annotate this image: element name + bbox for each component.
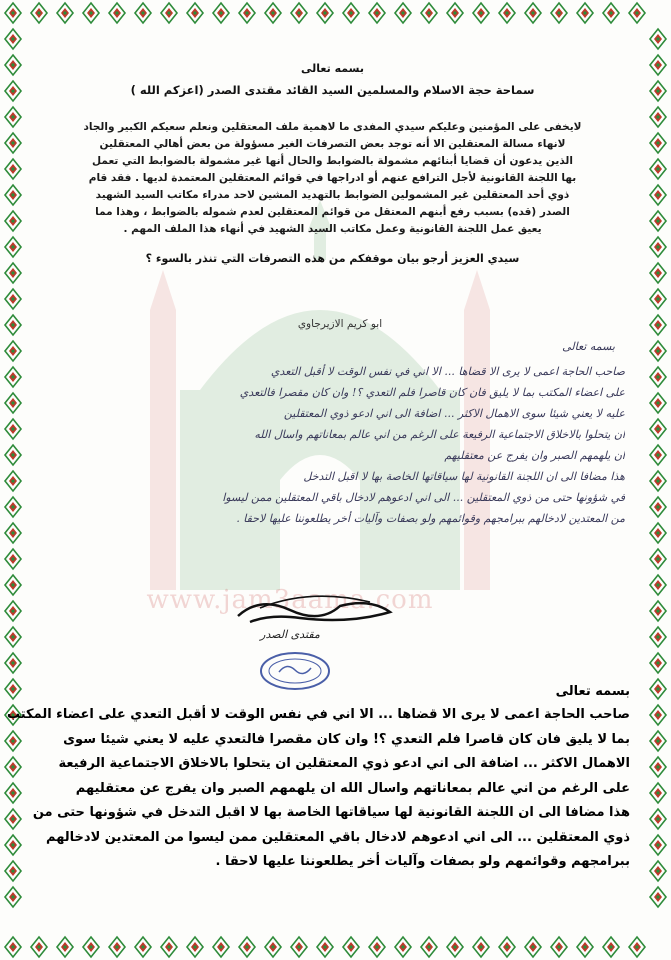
typed-body-line: الذين يدعون أن قضايا أبنائهم مشمولة بالضوابط والحال أنها غير مشمولة بالضوابط التي تعمل [92, 155, 573, 167]
border-ornament-icon [646, 729, 670, 753]
border-ornament-icon [646, 365, 670, 389]
border-ornament-icon [235, 935, 259, 959]
handwritten-line: ان يلهمهم الصبر وان يفرج عن معتقليهم [444, 449, 625, 462]
border-ornament-icon [365, 935, 389, 959]
border-ornament-icon [391, 935, 415, 959]
border-ornament-icon [1, 573, 25, 597]
border-ornament-icon [339, 935, 363, 959]
border-ornament-icon [1, 729, 25, 753]
border-ornament-icon [646, 417, 670, 441]
transcription-line: صاحب الحاجة اعمى لا يرى الا قضاها ... الا اني في نفس الوقت لا أقبل التعدي على اعضاء المكتب [6, 707, 630, 722]
signature-icon [230, 588, 400, 628]
border-ornament-icon [183, 1, 207, 25]
border-ornament-icon [646, 859, 670, 883]
transcription-line: بما لا يليق فان كان قاصرا فلم التعدي ؟! وان كان مقصرا فالتعدي عليه لا يعني شيئا سوى [63, 731, 630, 747]
border-ornament-icon [1, 469, 25, 493]
border-ornament-icon [599, 935, 623, 959]
border-ornament-icon [1, 261, 25, 285]
border-ornament-icon [495, 935, 519, 959]
border-ornament-icon [1, 365, 25, 389]
border-ornament-icon [1, 391, 25, 415]
border-top [0, 0, 671, 26]
border-ornament-icon [625, 1, 649, 25]
border-ornament-icon [646, 547, 670, 571]
watermark-text: www.jam3aama.com [146, 585, 434, 615]
border-ornament-icon [646, 625, 670, 649]
typed-body-line: ذوي أحد المعتقلين غير المشمولين الضوابط بالتهديد المشين لاحد مدراء مكاتب السيد الشهيد [95, 189, 570, 201]
border-ornament-icon [646, 131, 670, 155]
typed-body-line: لايخفى على المؤمنين وعليكم سيدي المفدى ما لاهمية ملف المعتقلين ونعلم سعيكم الكبير والجاد [83, 121, 582, 133]
border-ornament-icon [1, 781, 25, 805]
border-ornament-icon [53, 1, 77, 25]
border-ornament-icon [105, 1, 129, 25]
border-ornament-icon [417, 1, 441, 25]
border-ornament-icon [1, 339, 25, 363]
border-ornament-icon [646, 651, 670, 675]
border-ornament-icon [1, 935, 25, 959]
handwritten-reply [85, 340, 625, 529]
handwritten-line: من المعتدين لادخالهم ببرامجهم وقوائمهم ولو بصفات وآليات أخر يطلعوننا عليها لاحقا . [236, 512, 625, 525]
border-ornament-icon [646, 313, 670, 337]
border-ornament-icon [1, 209, 25, 233]
border-ornament-icon [131, 935, 155, 959]
border-ornament-icon [27, 935, 51, 959]
border-ornament-icon [625, 935, 649, 959]
handwritten-basmala: بسمه تعالى [562, 340, 615, 353]
border-ornament-icon [646, 885, 670, 909]
border-ornament-icon [646, 157, 670, 181]
border-ornament-icon [131, 1, 155, 25]
border-ornament-icon [183, 935, 207, 959]
border-ornament-icon [469, 1, 493, 25]
transcription-line: ذوي المعتقلين ... الى اني ادعوهم لادخال باقي المعتقلين ممن ليسوا من المعتدين لادخالهم [46, 829, 630, 845]
border-ornament-icon [1, 105, 25, 129]
border-ornament-icon [646, 469, 670, 493]
border-ornament-icon [573, 1, 597, 25]
border-ornament-icon [646, 521, 670, 545]
border-ornament-icon [443, 935, 467, 959]
border-ornament-icon [79, 935, 103, 959]
border-ornament-icon [646, 781, 670, 805]
transcription-line: هذا مضافا الى ان اللجنة القانونية لها سياقاتها الخاصة بها لا اقبل التدخل في شؤونها حتى من [32, 805, 630, 820]
border-ornament-icon [53, 935, 77, 959]
typed-body-line: يعيق عمل اللجنة القانونية وعمل مكاتب السيد الشهيد في أنهاء هذا الملف المهم . [123, 223, 542, 235]
border-ornament-icon [646, 287, 670, 311]
border-ornament-icon [547, 935, 571, 959]
typed-body-line: الصدر (قده) بسبب رفع أبنهم المعتقل من قوائم المعتقلين لعدم شموله بالضوابط ، وهذا مما [95, 206, 570, 218]
border-ornament-icon [1, 157, 25, 181]
border-ornament-icon [646, 53, 670, 77]
border-ornament-icon [646, 235, 670, 259]
border-ornament-icon [469, 935, 493, 959]
border-ornament-icon [261, 935, 285, 959]
border-ornament-icon [521, 935, 545, 959]
border-ornament-icon [1, 599, 25, 623]
border-ornament-icon [1, 651, 25, 675]
border-ornament-icon [646, 599, 670, 623]
border-ornament-icon [287, 1, 311, 25]
handwritten-line: هذا مضافا الى ان اللجنة القانونية لها سياقاتها الخاصة بها لا اقبل التدخل [303, 470, 625, 483]
border-ornament-icon [1, 521, 25, 545]
border-ornament-icon [209, 935, 233, 959]
border-ornament-icon [646, 495, 670, 519]
border-ornament-icon [1, 833, 25, 857]
border-ornament-icon [646, 261, 670, 285]
border-ornament-icon [646, 703, 670, 727]
border-ornament-icon [599, 1, 623, 25]
border-ornament-icon [209, 1, 233, 25]
border-ornament-icon [391, 1, 415, 25]
border-left [0, 26, 26, 934]
border-ornament-icon [573, 935, 597, 959]
typed-question: سيدي العزيز أرجو بيان موقفكم من هذه التصرفات التي تنذر بالسوء ؟ [145, 252, 520, 265]
border-ornament-icon [417, 935, 441, 959]
border-ornament-icon [1, 1, 25, 25]
typed-basmala: بسمه تعالى [301, 62, 364, 75]
border-ornament-icon [1, 625, 25, 649]
handwritten-line: عليه لا يعني شيئا سوى الاهمال الاكثر ... اضافة الى اني ادعو ذوي المعتقلين [283, 407, 625, 420]
transcription-line: الاهمال الاكثر ... اضافة الى اني ادعو ذوي المعتقلين ان يتحلوا بالاخلاق الاجتماعية الرفيعة [58, 756, 630, 771]
border-ornament-icon [646, 339, 670, 363]
border-ornament-icon [1, 547, 25, 571]
border-ornament-icon [313, 1, 337, 25]
border-ornament-icon [105, 935, 129, 959]
border-ornament-icon [1, 755, 25, 779]
border-ornament-icon [646, 209, 670, 233]
border-ornament-icon [339, 1, 363, 25]
border-ornament-icon [157, 1, 181, 25]
typed-addressee: سماحة حجة الاسلام والمسلمين السيد القائد مقتدى الصدر (اعزكم الله ) [130, 83, 535, 97]
border-ornament-icon [287, 935, 311, 959]
border-ornament-icon [1, 53, 25, 77]
transcription-title: بسمه تعالى [555, 684, 630, 699]
border-ornament-icon [646, 677, 670, 701]
border-ornament-icon [1, 443, 25, 467]
border-ornament-icon [365, 1, 389, 25]
typed-body-line: بها اللجنة القانونية لأجل الترافع عنهم أو ادراجها في قوائم المعتقلين المعتمدة لديها . فقد قام [88, 172, 577, 184]
border-ornament-icon [646, 183, 670, 207]
handwritten-line: صاحب الحاجة اعمى لا يرى الا قضاها ... الا اني في نفس الوقت لا أقبل التعدي [270, 365, 625, 378]
border-ornament-icon [646, 833, 670, 857]
border-ornament-icon [1, 313, 25, 337]
border-right [645, 26, 671, 934]
transcription-line: على الرغم من اني عالم بمعاناتهم واسال الله ان يلهمهم الصبر وان يفرج عن معتقليهم [75, 780, 630, 796]
signature-name: مقتدى الصدر [260, 628, 320, 641]
border-ornament-icon [646, 391, 670, 415]
border-ornament-icon [313, 935, 337, 959]
border-ornament-icon [646, 27, 670, 51]
border-ornament-icon [1, 417, 25, 441]
sender-name: ابو كريم الازيرجاوي [297, 318, 383, 330]
border-ornament-icon [646, 443, 670, 467]
handwritten-line: ان يتحلوا بالاخلاق الاجتماعية الرفيعة على الرغم من اني عالم بمعاناتهم واسال الله [254, 428, 625, 441]
border-ornament-icon [547, 1, 571, 25]
border-ornament-icon [261, 1, 285, 25]
transcription-line: ببرامجهم وقوائمهم ولو بصفات وآليات أخر يطلعوننا عليها لاحقا . [215, 854, 630, 869]
border-ornament-icon [646, 105, 670, 129]
border-ornament-icon [1, 859, 25, 883]
typed-letter [60, 62, 605, 265]
border-ornament-icon [1, 807, 25, 831]
border-ornament-icon [1, 27, 25, 51]
handwritten-line: في شؤونها حتى من ذوي المعتقلين ... الى اني ادعوهم لادخال باقي المعتقلين ممن ليسوا [222, 491, 625, 504]
border-ornament-icon [646, 755, 670, 779]
border-ornament-icon [1, 287, 25, 311]
border-ornament-icon [1, 183, 25, 207]
handwritten-line: على اعضاء المكتب بما لا يليق فان كان قاصرا فلم التعدي ؟! وان كان مقصرا فالتعدي [239, 386, 625, 399]
border-ornament-icon [1, 495, 25, 519]
transcription [6, 684, 630, 875]
border-ornament-icon [646, 807, 670, 831]
border-ornament-icon [1, 885, 25, 909]
border-ornament-icon [495, 1, 519, 25]
typed-body-line: لانهاء مسالة المعتقلين الا أنه توجد بعض التصرفات الغير مسؤولة من بعض أهالي المعتقلين [99, 138, 566, 150]
border-ornament-icon [646, 79, 670, 103]
border-ornament-icon [646, 573, 670, 597]
border-ornament-icon [443, 1, 467, 25]
border-ornament-icon [1, 677, 25, 701]
border-ornament-icon [1, 131, 25, 155]
border-ornament-icon [79, 1, 103, 25]
border-ornament-icon [235, 1, 259, 25]
border-ornament-icon [27, 1, 51, 25]
border-ornament-icon [1, 235, 25, 259]
border-ornament-icon [157, 935, 181, 959]
border-bottom [0, 934, 671, 960]
border-ornament-icon [521, 1, 545, 25]
border-ornament-icon [1, 79, 25, 103]
